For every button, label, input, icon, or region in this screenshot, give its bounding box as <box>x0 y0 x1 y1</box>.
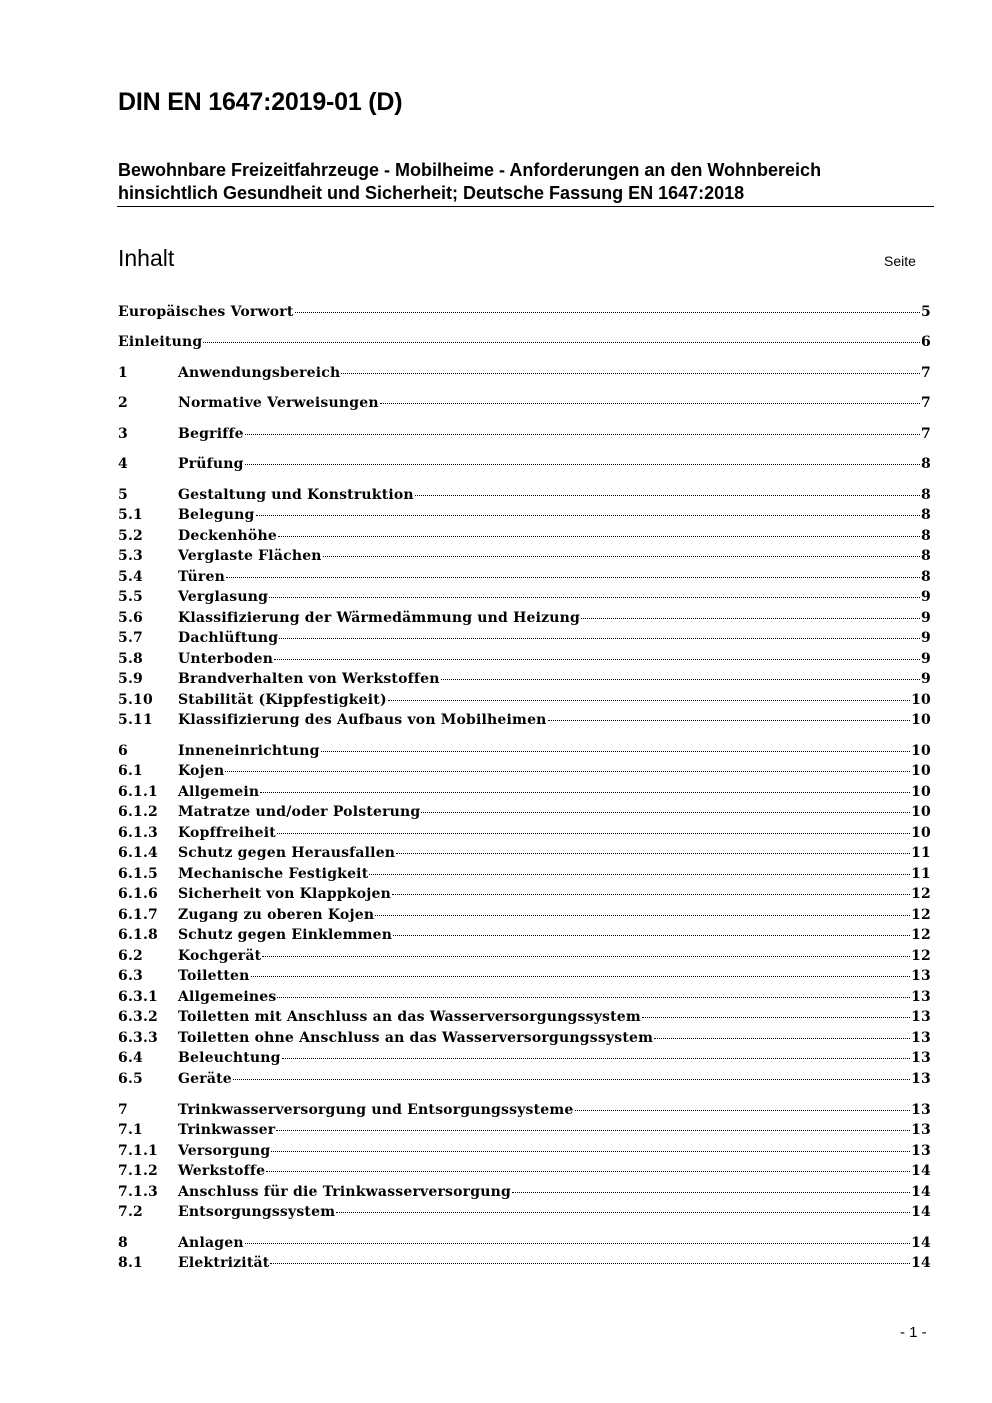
toc-entry[interactable] <box>118 864 931 884</box>
dot-leader <box>336 1212 910 1213</box>
toc-entry-page: 13 <box>911 1143 931 1159</box>
dot-leader <box>548 720 911 721</box>
toc-entry-page: 7 <box>921 426 931 442</box>
toc-entry-page: 13 <box>911 1122 931 1138</box>
toc-entry-page: 8 <box>921 528 931 544</box>
document-id: DIN EN 1647:2019-01 (D) <box>118 88 403 116</box>
dot-leader <box>270 1263 910 1264</box>
toc-entry-title: Versorgung <box>178 1143 271 1159</box>
dot-leader <box>441 679 920 680</box>
toc-entry-number: 5.5 <box>118 589 143 605</box>
toc-entry[interactable] <box>118 884 931 904</box>
toc-entry[interactable] <box>118 526 931 546</box>
dot-leader <box>295 312 921 313</box>
toc-entry-number: 3 <box>118 426 128 442</box>
toc-entry-page: 14 <box>911 1255 931 1271</box>
dot-leader <box>226 577 920 578</box>
toc-entry-page: 10 <box>911 692 931 708</box>
toc-entry[interactable] <box>118 1007 931 1027</box>
dot-leader <box>282 1058 910 1059</box>
dot-leader <box>341 373 920 374</box>
toc-entry-title: Normative Verweisungen <box>178 395 379 411</box>
toc-entry-title: Sicherheit von Klappkojen <box>178 886 392 902</box>
dot-leader <box>203 342 920 343</box>
dot-leader <box>233 1079 910 1080</box>
toc-entry-number: 5 <box>118 487 128 503</box>
toc-entry-number: 6.3.2 <box>118 1009 158 1025</box>
dot-leader <box>369 874 910 875</box>
toc-entry-title: Kopffreiheit <box>178 825 276 841</box>
contents-heading: Inhalt <box>118 245 175 271</box>
toc-entry-number: 6.1.3 <box>118 825 158 841</box>
toc-entry[interactable] <box>118 505 931 525</box>
toc-entry-number: 6.3.1 <box>118 989 158 1005</box>
toc-entry[interactable] <box>118 454 931 474</box>
toc-entry-number: 6.5 <box>118 1071 143 1087</box>
dot-leader <box>512 1192 910 1193</box>
toc-entry-page: 10 <box>911 712 931 728</box>
toc-entry-number: 6.3.3 <box>118 1030 158 1046</box>
toc-entry-page: 13 <box>911 989 931 1005</box>
toc-entry-number: 7.1.3 <box>118 1184 158 1200</box>
toc-entry-page: 9 <box>921 651 931 667</box>
toc-entry-page: 8 <box>921 507 931 523</box>
toc-entry-page: 13 <box>911 1030 931 1046</box>
toc-entry-title: Toiletten <box>178 968 250 984</box>
toc-entry-number: 6.3 <box>118 968 143 984</box>
toc-entry-page: 13 <box>911 1050 931 1066</box>
dot-leader <box>277 833 910 834</box>
document-subtitle <box>118 159 938 205</box>
toc-entry[interactable] <box>118 567 931 587</box>
dot-leader <box>581 618 920 619</box>
toc-entry-title: Dachlüftung <box>178 630 279 646</box>
toc-entry-title: Anlagen <box>178 1235 244 1251</box>
toc-entry-number: 5.7 <box>118 630 143 646</box>
subtitle-line: hinsichtlich Gesundheit und Sicherheit; Deutsche Fassung EN 1647:2018 <box>118 183 745 203</box>
toc-entry-title: Einleitung <box>118 334 203 350</box>
toc-entry-title: Deckenhöhe <box>178 528 277 544</box>
toc-entry-page: 12 <box>911 948 931 964</box>
toc-entry[interactable] <box>118 1120 931 1140</box>
toc-entry-page: 10 <box>911 743 931 759</box>
toc-entry-title: Beleuchtung <box>178 1050 281 1066</box>
toc-entry-title: Elektrizität <box>178 1255 270 1271</box>
toc-entry[interactable] <box>118 710 931 730</box>
toc-entry-page: 8 <box>921 487 931 503</box>
dot-leader <box>421 812 910 813</box>
toc-entry-title: Begriffe <box>178 426 244 442</box>
toc-entry-title: Mechanische Festigkeit <box>178 866 369 882</box>
toc-entry-title: Klassifizierung der Wärmedämmung und Heizung <box>178 610 581 626</box>
toc-entry-page: 10 <box>911 804 931 820</box>
toc-entry-number: 1 <box>118 365 128 381</box>
toc-entry-number: 5.10 <box>118 692 153 708</box>
toc-entry-number: 6.2 <box>118 948 143 964</box>
toc-entry-title: Verglasung <box>178 589 269 605</box>
toc-entry-title: Belegung <box>178 507 255 523</box>
toc-entry-page: 13 <box>911 1102 931 1118</box>
dot-leader <box>393 935 910 936</box>
toc-entry-page: 8 <box>921 456 931 472</box>
toc-entry[interactable] <box>118 1233 931 1253</box>
toc-entry-number: 6.1.5 <box>118 866 158 882</box>
toc-entry[interactable] <box>118 741 931 761</box>
toc-entry[interactable] <box>118 925 931 945</box>
toc-entry-number: 5.2 <box>118 528 143 544</box>
toc-entry[interactable] <box>118 761 931 781</box>
toc-entry[interactable] <box>118 649 931 669</box>
toc-entry[interactable] <box>118 690 931 710</box>
toc-entry-number: 6.1.2 <box>118 804 158 820</box>
toc-entry[interactable] <box>118 1182 931 1202</box>
toc-entry-number: 6.1 <box>118 763 143 779</box>
toc-entry-page: 8 <box>921 548 931 564</box>
toc-entry[interactable] <box>118 843 931 863</box>
dot-leader <box>396 853 910 854</box>
page-number: - 1 - <box>900 1324 927 1341</box>
toc-entry[interactable] <box>118 669 931 689</box>
toc-entry[interactable] <box>118 946 931 966</box>
dot-leader <box>225 771 910 772</box>
toc-entry-title: Trinkwasser <box>178 1122 276 1138</box>
toc-entry-title: Geräte <box>178 1071 232 1087</box>
toc-entry-title: Verglaste Flächen <box>178 548 322 564</box>
dot-leader <box>415 495 920 496</box>
dot-leader <box>260 792 910 793</box>
page-column-label: Seite <box>884 253 916 269</box>
toc-entry-title: Allgemeines <box>178 989 277 1005</box>
toc-entry-page: 12 <box>911 886 931 902</box>
dot-leader <box>279 638 920 639</box>
toc-entry[interactable] <box>118 332 931 352</box>
toc-entry-title: Unterboden <box>178 651 274 667</box>
toc-entry-title: Schutz gegen Einklemmen <box>178 927 393 943</box>
toc-entry[interactable] <box>118 424 931 444</box>
dot-leader <box>251 976 911 977</box>
dot-leader <box>245 434 920 435</box>
toc-entry-page: 10 <box>911 825 931 841</box>
dot-leader <box>388 700 910 701</box>
toc-entry-title: Kojen <box>178 763 225 779</box>
dot-leader <box>262 956 910 957</box>
toc-entry[interactable] <box>118 1048 931 1068</box>
toc-entry-title: Werkstoffe <box>178 1163 266 1179</box>
toc-entry-page: 10 <box>911 763 931 779</box>
toc-entry[interactable] <box>118 363 931 383</box>
dot-leader <box>266 1171 910 1172</box>
toc-entry[interactable] <box>118 823 931 843</box>
toc-entry-number: 5.3 <box>118 548 143 564</box>
dot-leader <box>380 403 920 404</box>
toc-entry[interactable] <box>118 1069 931 1089</box>
subtitle-divider <box>117 206 934 207</box>
toc-entry[interactable] <box>118 802 931 822</box>
toc-entry-number: 4 <box>118 456 128 472</box>
toc-entry-number: 6.1.4 <box>118 845 158 861</box>
toc-entry-page: 9 <box>921 630 931 646</box>
toc-entry-title: Prüfung <box>178 456 244 472</box>
dot-leader <box>245 464 920 465</box>
toc-entry[interactable] <box>118 302 931 322</box>
toc-entry-page: 9 <box>921 589 931 605</box>
toc-entry[interactable] <box>118 1028 931 1048</box>
toc-entry[interactable] <box>118 966 931 986</box>
dot-leader <box>269 597 920 598</box>
toc-entry-page: 13 <box>911 1071 931 1087</box>
toc-entry-number: 8 <box>118 1235 128 1251</box>
toc-entry-title: Toiletten mit Anschluss an das Wasserversorgungssystem <box>178 1009 641 1025</box>
toc-entry-page: 6 <box>921 334 931 350</box>
dot-leader <box>323 556 920 557</box>
toc-entry-number: 5.8 <box>118 651 143 667</box>
toc-entry-page: 12 <box>911 907 931 923</box>
toc-entry-title: Matratze und/oder Polsterung <box>178 804 421 820</box>
toc-entry-page: 11 <box>911 845 931 861</box>
toc-entry-number: 7.1 <box>118 1122 143 1138</box>
dot-leader <box>392 894 910 895</box>
toc-entry[interactable] <box>118 1141 931 1161</box>
toc-entry-title: Entsorgungssystem <box>178 1204 336 1220</box>
toc-entry-number: 6.1.1 <box>118 784 158 800</box>
toc-entry-number: 6.4 <box>118 1050 143 1066</box>
toc-entry[interactable] <box>118 1253 931 1273</box>
toc-entry-title: Toiletten ohne Anschluss an das Wasserversorgungssystem <box>178 1030 654 1046</box>
dot-leader <box>321 751 911 752</box>
toc-entry-page: 13 <box>911 968 931 984</box>
dot-leader <box>642 1017 910 1018</box>
toc-entry-page: 13 <box>911 1009 931 1025</box>
toc-entry-title: Schutz gegen Herausfallen <box>178 845 396 861</box>
toc-entry-number: 2 <box>118 395 128 411</box>
toc-entry-number: 7.1.1 <box>118 1143 158 1159</box>
toc-entry-title: Anwendungsbereich <box>178 365 341 381</box>
toc-entry-number: 8.1 <box>118 1255 143 1271</box>
toc-entry-number: 6 <box>118 743 128 759</box>
toc-entry[interactable] <box>118 782 931 802</box>
dot-leader <box>271 1151 910 1152</box>
toc-entry-title: Europäisches Vorwort <box>118 304 294 320</box>
toc-entry-page: 14 <box>911 1235 931 1251</box>
toc-entry-number: 5.1 <box>118 507 143 523</box>
toc-entry[interactable] <box>118 546 931 566</box>
dot-leader <box>274 659 920 660</box>
toc-entry-title: Inneneinrichtung <box>178 743 320 759</box>
toc-entry-number: 5.6 <box>118 610 143 626</box>
toc-entry-page: 9 <box>921 610 931 626</box>
toc-entry[interactable] <box>118 1161 931 1181</box>
toc-entry-title: Stabilität (Kippfestigkeit) <box>178 692 387 708</box>
toc-entry-page: 10 <box>911 784 931 800</box>
dot-leader <box>575 1110 911 1111</box>
toc-entry-title: Zugang zu oberen Kojen <box>178 907 375 923</box>
dot-leader <box>654 1038 910 1039</box>
toc-entry-number: 7.1.2 <box>118 1163 158 1179</box>
toc-entry-title: Anschluss für die Trinkwasserversorgung <box>178 1184 511 1200</box>
dot-leader <box>278 536 920 537</box>
toc-entry-page: 14 <box>911 1163 931 1179</box>
subtitle-line: Bewohnbare Freizeitfahrzeuge - Mobilheime - Anforderungen an den Wohnbereich <box>118 160 822 180</box>
toc-entry-number: 5.4 <box>118 569 143 585</box>
toc-entry-page: 14 <box>911 1204 931 1220</box>
toc-entry[interactable] <box>118 485 931 505</box>
dot-leader <box>277 997 910 998</box>
toc-entry-title: Allgemein <box>178 784 260 800</box>
toc-entry-page: 8 <box>921 569 931 585</box>
toc-entry-page: 7 <box>921 395 931 411</box>
toc-entry-page: 7 <box>921 365 931 381</box>
toc-entry-title: Gestaltung und Konstruktion <box>178 487 414 503</box>
toc-entry-number: 5.11 <box>118 712 153 728</box>
toc-entry[interactable] <box>118 587 931 607</box>
toc-entry-title: Brandverhalten von Werkstoffen <box>178 671 440 687</box>
toc-entry-page: 12 <box>911 927 931 943</box>
toc-entry-number: 6.1.8 <box>118 927 158 943</box>
dot-leader <box>375 915 910 916</box>
toc-entry[interactable] <box>118 628 931 648</box>
toc-entry-title: Türen <box>178 569 225 585</box>
dot-leader <box>256 515 921 516</box>
toc-entry-title: Kochgerät <box>178 948 262 964</box>
toc-entry[interactable] <box>118 608 931 628</box>
toc-entry-page: 14 <box>911 1184 931 1200</box>
dot-leader <box>276 1130 910 1131</box>
toc-entry-page: 5 <box>921 304 931 320</box>
toc-entry-number: 6.1.7 <box>118 907 158 923</box>
toc-entry-number: 7 <box>118 1102 128 1118</box>
toc-entry-number: 7.2 <box>118 1204 143 1220</box>
toc-entry[interactable] <box>118 987 931 1007</box>
toc-entry-page: 9 <box>921 671 931 687</box>
toc-entry-title: Trinkwasserversorgung und Entsorgungssysteme <box>178 1102 574 1118</box>
toc-entry[interactable] <box>118 1100 931 1120</box>
toc-entry-number: 6.1.6 <box>118 886 158 902</box>
toc-entry-page: 11 <box>911 866 931 882</box>
toc-entry[interactable] <box>118 393 931 413</box>
toc-entry-number: 5.9 <box>118 671 143 687</box>
toc-entry[interactable] <box>118 1202 931 1222</box>
dot-leader <box>245 1243 910 1244</box>
toc-entry-title: Klassifizierung des Aufbaus von Mobilheimen <box>178 712 547 728</box>
toc-entry[interactable] <box>118 905 931 925</box>
